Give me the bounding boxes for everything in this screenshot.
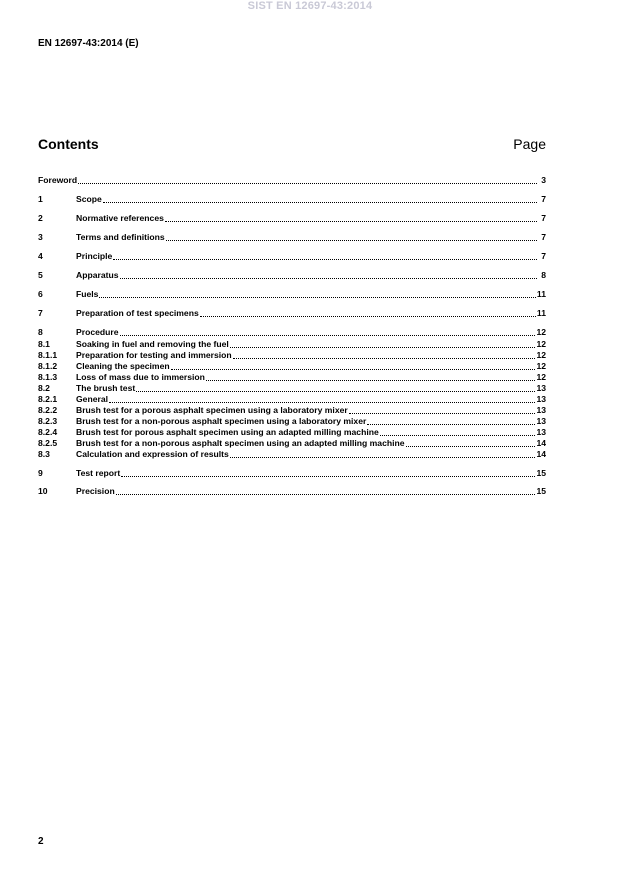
toc-entry-number: 8.3	[38, 449, 50, 459]
toc-entry-title: Fuels	[76, 289, 99, 299]
toc-entry-title: General	[76, 394, 109, 404]
toc-entry[interactable]	[38, 486, 546, 497]
document-id: EN 12697-43:2014 (E)	[38, 38, 139, 49]
toc-entry-page: 12	[536, 350, 546, 360]
toc-entry-number: 9	[38, 468, 43, 478]
toc-entry-number: 8.2.3	[38, 416, 58, 426]
toc-entry-number: 8.1.3	[38, 372, 58, 382]
toc-entry-title: Brush test for a porous asphalt specimen using a laboratory mixer	[76, 405, 348, 415]
toc-entry-page: 3	[541, 175, 546, 185]
toc-entry-number: 6	[38, 289, 43, 299]
toc-leader-dots	[103, 194, 537, 203]
page-title: Contents	[38, 136, 99, 152]
toc-entry[interactable]	[38, 361, 546, 372]
toc-entry-page: 13	[536, 427, 546, 437]
toc-entry[interactable]	[38, 405, 546, 416]
toc-entry-title: Loss of mass due to immersion	[76, 372, 205, 382]
toc-entry-title: Foreword	[38, 175, 78, 185]
toc-entry-number: 8.2.2	[38, 405, 58, 415]
toc-entry[interactable]	[38, 289, 546, 300]
toc-entry-page: 12	[536, 361, 546, 371]
toc-entry[interactable]	[38, 372, 546, 383]
toc-entry-title: Cleaning the specimen	[76, 361, 170, 371]
toc-entry-number: 8	[38, 327, 43, 337]
toc-entry[interactable]	[38, 213, 546, 224]
toc-leader-dots	[230, 449, 536, 458]
toc-entry-page: 12	[536, 339, 546, 349]
toc-entry[interactable]	[38, 232, 546, 243]
toc-entry-page: 7	[541, 232, 546, 242]
toc-entry-title: Precision	[76, 486, 115, 496]
toc-entry-title: Preparation of test specimens	[76, 308, 199, 318]
toc-entry[interactable]	[38, 270, 546, 281]
toc-leader-dots	[200, 308, 536, 317]
toc-entry-number: 8.1.1	[38, 350, 58, 360]
toc-entry-number: 10	[38, 486, 48, 496]
toc-entry-number: 8.1	[38, 339, 50, 349]
toc-entry[interactable]	[38, 383, 546, 394]
toc-entry-page: 13	[536, 394, 546, 404]
toc-entry-title: Brush test for a non-porous asphalt specimen using a laboratory mixer	[76, 416, 367, 426]
toc-entry-title: Soaking in fuel and removing the fuel	[76, 339, 229, 349]
toc-leader-dots	[166, 232, 537, 241]
toc-entry-page: 12	[536, 327, 546, 337]
toc-leader-dots	[349, 405, 536, 414]
toc-entry-title: Test report	[76, 468, 121, 478]
toc-entry-page: 13	[536, 383, 546, 393]
toc-leader-dots	[233, 350, 536, 359]
toc-entry-number: 8.2	[38, 383, 50, 393]
toc-entry[interactable]	[38, 251, 546, 262]
watermark: SIST EN 12697-43:2014	[247, 0, 373, 12]
toc-entry-number: 1	[38, 194, 43, 204]
page-column-label: Page	[513, 136, 546, 152]
toc-leader-dots	[120, 327, 536, 336]
toc-leader-dots	[116, 486, 536, 495]
toc-entry-title: Brush test for porous asphalt specimen using an adapted milling machine	[76, 427, 379, 437]
toc-entry[interactable]	[38, 468, 546, 479]
toc-entry-page: 7	[541, 194, 546, 204]
toc-leader-dots	[136, 383, 535, 392]
toc-entry-title: Scope	[76, 194, 102, 204]
toc-entry-number: 2	[38, 213, 43, 223]
toc-entry[interactable]	[38, 339, 546, 350]
toc-entry-page: 13	[536, 416, 546, 426]
toc-leader-dots	[171, 361, 536, 370]
toc-leader-dots	[109, 394, 535, 403]
toc-entry-page: 7	[541, 251, 546, 261]
toc-entry-page: 14	[536, 449, 546, 459]
toc-entry-page: 11	[536, 289, 546, 299]
toc-entry-title: The brush test	[76, 383, 136, 393]
toc-entry[interactable]	[38, 194, 546, 205]
toc-entry-title: Principle	[76, 251, 113, 261]
toc-leader-dots	[113, 251, 537, 260]
toc-leader-dots	[121, 468, 535, 477]
toc-leader-dots	[206, 372, 536, 381]
toc-entry-title: Calculation and expression of results	[76, 449, 229, 459]
toc-entry-number: 8.2.5	[38, 438, 58, 448]
toc-entry-page: 15	[536, 468, 546, 478]
toc-entry-title: Apparatus	[76, 270, 119, 280]
toc-entry-page: 8	[541, 270, 546, 280]
toc-entry-number: 4	[38, 251, 43, 261]
toc-entry[interactable]	[38, 350, 546, 361]
page-number: 2	[38, 836, 44, 847]
toc-entry-number: 3	[38, 232, 43, 242]
toc-entry-number: 8.2.4	[38, 427, 58, 437]
toc-entry[interactable]	[38, 327, 546, 338]
table-of-contents	[38, 175, 546, 497]
toc-entry-page: 12	[536, 372, 546, 382]
toc-leader-dots	[230, 339, 536, 348]
toc-entry-number: 5	[38, 270, 43, 280]
toc-entry-page: 13	[536, 405, 546, 415]
toc-entry[interactable]	[38, 175, 546, 186]
toc-entry[interactable]	[38, 449, 546, 460]
toc-entry-title: Brush test for a non-porous asphalt specimen using an adapted milling machine	[76, 438, 405, 448]
toc-entry[interactable]	[38, 438, 546, 449]
toc-entry-title: Preparation for testing and immersion	[76, 350, 232, 360]
toc-entry-title: Procedure	[76, 327, 119, 337]
toc-leader-dots	[380, 427, 536, 436]
toc-entry-page: 11	[536, 308, 546, 318]
toc-entry-number: 7	[38, 308, 43, 318]
toc-entry[interactable]	[38, 394, 546, 405]
toc-entry[interactable]	[38, 308, 546, 319]
toc-entry-number: 8.2.1	[38, 394, 58, 404]
toc-entry-title: Terms and definitions	[76, 232, 165, 242]
toc-entry-title: Normative references	[76, 213, 164, 223]
toc-leader-dots	[367, 416, 535, 425]
toc-entry-page: 7	[541, 213, 546, 223]
toc-entry[interactable]	[38, 427, 546, 438]
toc-entry-page: 14	[536, 438, 546, 448]
toc-entry-page: 15	[536, 486, 546, 496]
toc-leader-dots	[165, 213, 537, 222]
toc-leader-dots	[78, 175, 537, 184]
toc-entry[interactable]	[38, 416, 546, 427]
toc-leader-dots	[120, 270, 538, 279]
toc-entry-number: 8.1.2	[38, 361, 58, 371]
toc-leader-dots	[406, 438, 536, 447]
toc-leader-dots	[99, 289, 535, 298]
